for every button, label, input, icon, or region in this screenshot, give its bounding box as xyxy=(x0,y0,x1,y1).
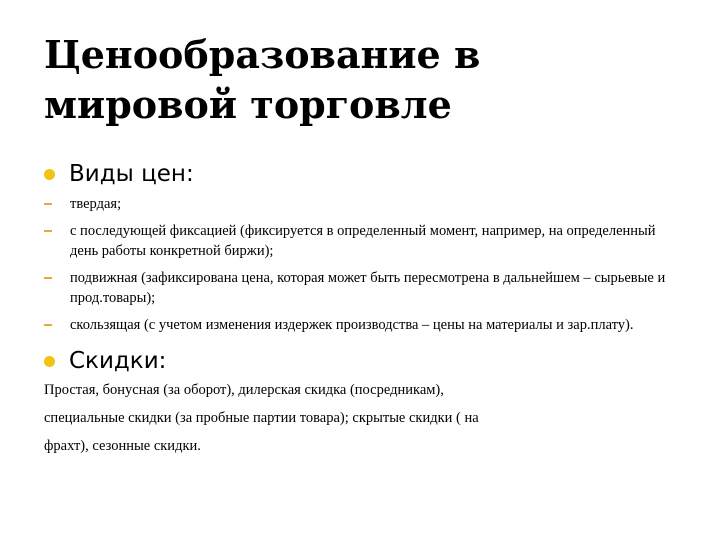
paragraph-line: специальные скидки (за пробные партии товара); скрытые скидки ( на xyxy=(44,410,479,426)
paragraph-line: Простая, бонусная (за оборот), дилерская скидка (посредникам), xyxy=(44,382,444,398)
paragraph-line: фрахт), сезонные скидки. xyxy=(44,438,201,454)
list-item xyxy=(44,221,684,261)
dash-icon xyxy=(44,230,52,232)
slide-title: Ценообразование в мировой торговле xyxy=(44,32,481,127)
bullet-icon xyxy=(44,169,55,180)
dash-icon xyxy=(44,324,52,326)
discounts-paragraph xyxy=(44,380,684,464)
dash-icon xyxy=(44,203,52,205)
list-item-text: скользящая (с учетом изменения издержек производства – цены на материалы и зар.плату). xyxy=(70,317,634,333)
list-item-text: твердая; xyxy=(70,196,122,212)
section-price-types-heading xyxy=(44,160,194,188)
list-item-text: подвижная (зафиксирована цена, которая может быть пересмотрена в дальнейшем – сырьевые и прод.товары); xyxy=(70,270,666,306)
list-item xyxy=(44,194,684,214)
section-label: Виды цен: xyxy=(69,161,194,187)
list-item xyxy=(44,315,684,335)
section-label: Скидки: xyxy=(69,348,167,374)
dash-icon xyxy=(44,277,52,279)
section-discounts-heading xyxy=(44,347,166,375)
bullet-icon xyxy=(44,356,55,367)
list-item-text: с последующей фиксацией (фиксируется в определенный момент, например, на определенный день работы конкретной биржи); xyxy=(70,223,656,259)
list-item xyxy=(44,268,684,308)
price-types-list xyxy=(44,194,684,342)
